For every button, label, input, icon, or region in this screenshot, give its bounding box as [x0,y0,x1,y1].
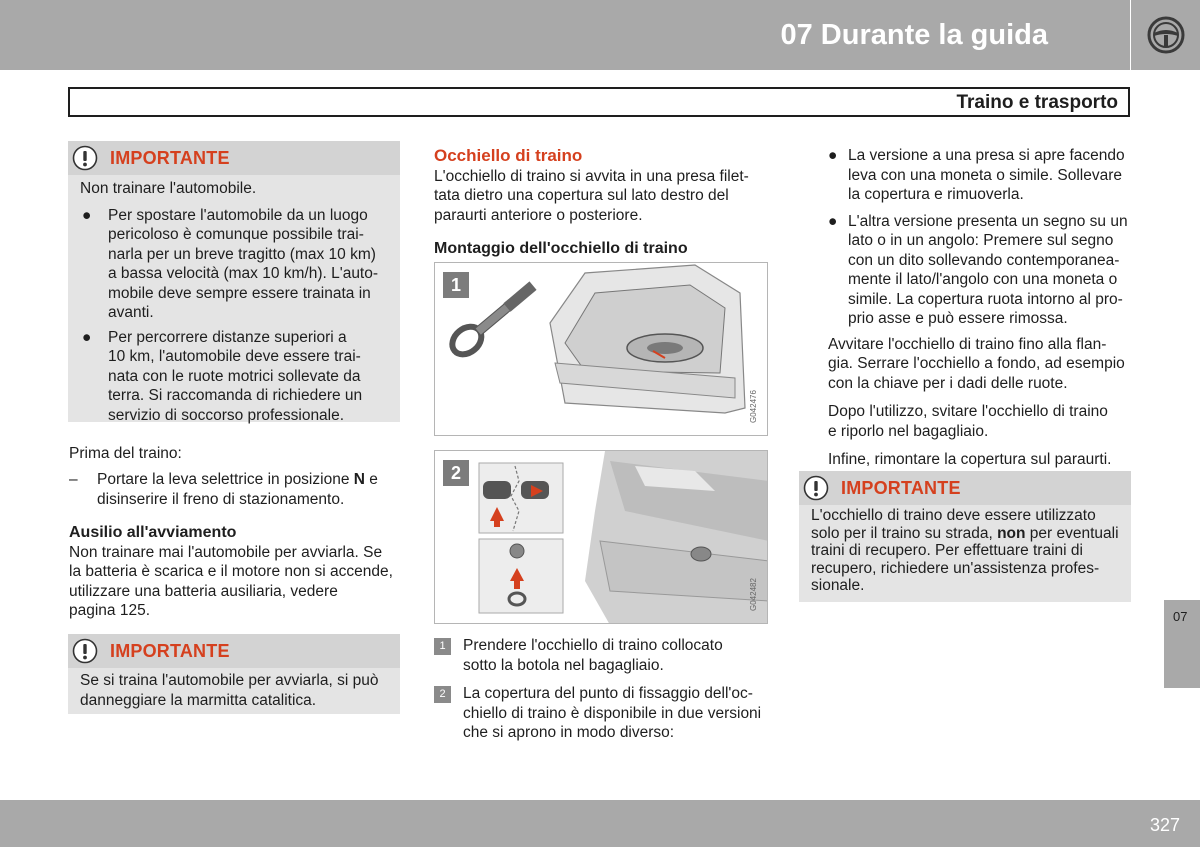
section-title: Traino e trasporto [956,92,1118,113]
warning-body [811,507,1123,595]
bullet-line: leva con una moneta o simile. Sollevare [848,166,1122,184]
bullet-line: L'altra versione presenta un segno su un [848,212,1128,230]
paragraph-line: Infine, rimontare la copertura sul paraurti. [828,451,1112,468]
bullet-dot: ● [828,147,838,164]
warning-bullet [80,328,392,426]
bullet-line: prio asse e può essere rimossa. [848,310,1068,327]
steering-wheel-icon [1146,15,1186,55]
start-aid-line: pagina 125. [69,602,151,619]
warning-text: per eventuali [1025,524,1119,542]
intro-line: L'occhiello di traino si avvita in una presa filet- [434,167,749,185]
dash-symbol: – [69,471,78,488]
bullet-line: simile. La copertura ruota intorno al pro- [848,290,1123,308]
warning-title: IMPORTANTE [110,641,230,661]
figure-code: G042482 [749,578,758,611]
warning-header [799,471,1131,505]
dash-line [97,470,399,490]
intro-line: paraurti anteriore o posteriore. [434,206,643,224]
step-text [463,636,773,675]
warning-body [80,671,392,710]
dash-text: e [364,471,378,488]
step-number: 2 [434,686,451,703]
chapter-title: 07 Durante la guida [780,19,1048,51]
bullet-dot: ● [828,212,838,230]
warning-box-1 [68,141,400,422]
step-line: che si aprono in modo diverso: [463,724,675,741]
bullet-line: lato o in un angolo: Premere sul segno [848,232,1114,249]
warning-title: IMPORTANTE [110,148,230,168]
version-bullet [828,146,1134,205]
bullet-line: mente il lato/l'angolo con una moneta o [848,271,1118,288]
dash-line: disinserire il freno di stazionamento. [97,490,345,508]
warning-icon [72,145,98,171]
start-aid-line: Non trainare mai l'automobile per avviarla. Se [69,543,383,561]
step-line: Prendere l'occhiello di traino collocato [463,637,723,654]
bullet-line: con un dito sollevando contemporanea- [848,251,1120,269]
warning-icon [72,638,98,664]
side-tab-label: 07 [1173,609,1188,624]
start-aid-line: utilizzare una batteria ausiliaria, vedere [69,582,338,600]
bullet-line: terra. Si raccomanda di richiedere un [108,387,363,404]
bullet-dot: ● [82,206,92,224]
warning-header [68,634,400,668]
start-aid-heading: Ausilio all'avviamento [69,524,237,541]
section-header [68,87,1130,117]
step-line: La copertura del punto di fissaggio dell'oc- [463,685,753,702]
warning-box-3 [799,471,1131,602]
figure-label: 1 [443,272,469,298]
mounting-subheading: Montaggio dell'occhiello di traino [434,240,688,257]
dash-item [69,470,399,509]
intro-line: tata dietro una copertura sul lato destro del [434,187,729,204]
bullet-line: nata con le ruote motrici sollevate da [108,367,361,385]
bullet-line: mobile deve sempre essere trainata in [108,284,371,302]
paragraph-line: con la chiave per i dadi delle ruote. [828,374,1068,392]
warning-body [80,179,392,425]
warning-line: L'occhiello di traino deve essere utilizzato [811,507,1096,524]
bullet-line: pericoloso è comunque possibile trai- [108,226,364,243]
bullet-line: Per spostare l'automobile da un luogo [108,206,368,224]
warning-text: solo per il traino su strada, [811,524,998,542]
bullet-line: 10 km, l'automobile deve essere trai- [108,348,361,365]
towing-eye-illustration [435,263,768,436]
step-number: 1 [434,638,451,655]
bullet-line: servizio di soccorso professionale. [108,406,345,424]
footer-bar [0,800,1200,847]
chapter-icon-box [1131,0,1200,70]
gear-n: N [353,471,365,488]
bullet-line: avanti. [108,304,154,321]
paragraph [828,402,1134,441]
towing-eye-section [434,146,774,259]
paragraph-line: gia. Serrare l'occhiello a fondo, ad esempio [828,355,1125,372]
towing-eye-heading: Occhiello di traino [434,146,583,165]
figure-1 [434,262,768,436]
bumper-cover-illustration [435,451,768,624]
warning-header [68,141,400,175]
warning-bold: non [997,524,1026,542]
warning-bullet [80,206,392,323]
before-towing: Prima del traino: [69,445,182,462]
bullet-line: narla per un breve tragitto (max 10 km) [108,245,376,263]
start-aid-line: la batteria è scarica e il motore non si accende, [69,563,393,580]
right-column [828,146,1134,470]
dash-text: Portare la leva selettrice in posizione [97,471,354,488]
warning-line: sionale. [811,577,865,594]
step-text [463,684,773,743]
paragraph [828,335,1134,394]
figure-2 [434,450,768,624]
warning-icon [803,475,829,501]
paragraph-line: Avvitare l'occhiello di traino fino alla flan- [828,335,1107,353]
figure-label: 2 [443,460,469,486]
warning-intro: Non trainare l'automobile. [80,180,257,197]
page-number: 327 [1149,815,1180,835]
step-line: chiello di traino è disponibile in due versioni [463,704,762,722]
warning-line: danneggiare la marmitta catalitica. [80,691,317,709]
bullet-dot: ● [82,328,92,346]
chapter-side-tab [1164,600,1200,688]
start-aid-section [69,523,404,621]
bullet-line: la copertura e rimuoverla. [848,186,1024,203]
warning-line: traini di recupero. Per effettuare traini di [811,542,1083,559]
version-bullet [828,212,1134,329]
bullet-line: Per percorrere distanze superiori a [108,328,347,346]
warning-line: Se si traina l'automobile per avviarla, si può [80,672,379,689]
header-bar [0,0,1130,70]
paragraph-line: e riporlo nel bagagliaio. [828,422,989,440]
warning-line: recupero, richiedere un'assistenza profes- [811,559,1100,577]
warning-box-2 [68,634,400,714]
warning-line [811,525,1123,543]
bullet-line: a bassa velocità (max 10 km/h). L'auto- [108,265,379,282]
bullet-line: La versione a una presa si apre facendo [848,147,1125,164]
paragraph-line: Dopo l'utilizzo, svitare l'occhiello di traino [828,403,1108,420]
figure-code: G042476 [749,390,758,423]
step-line: sotto la botola nel bagagliaio. [463,656,664,674]
warning-title: IMPORTANTE [841,478,961,498]
